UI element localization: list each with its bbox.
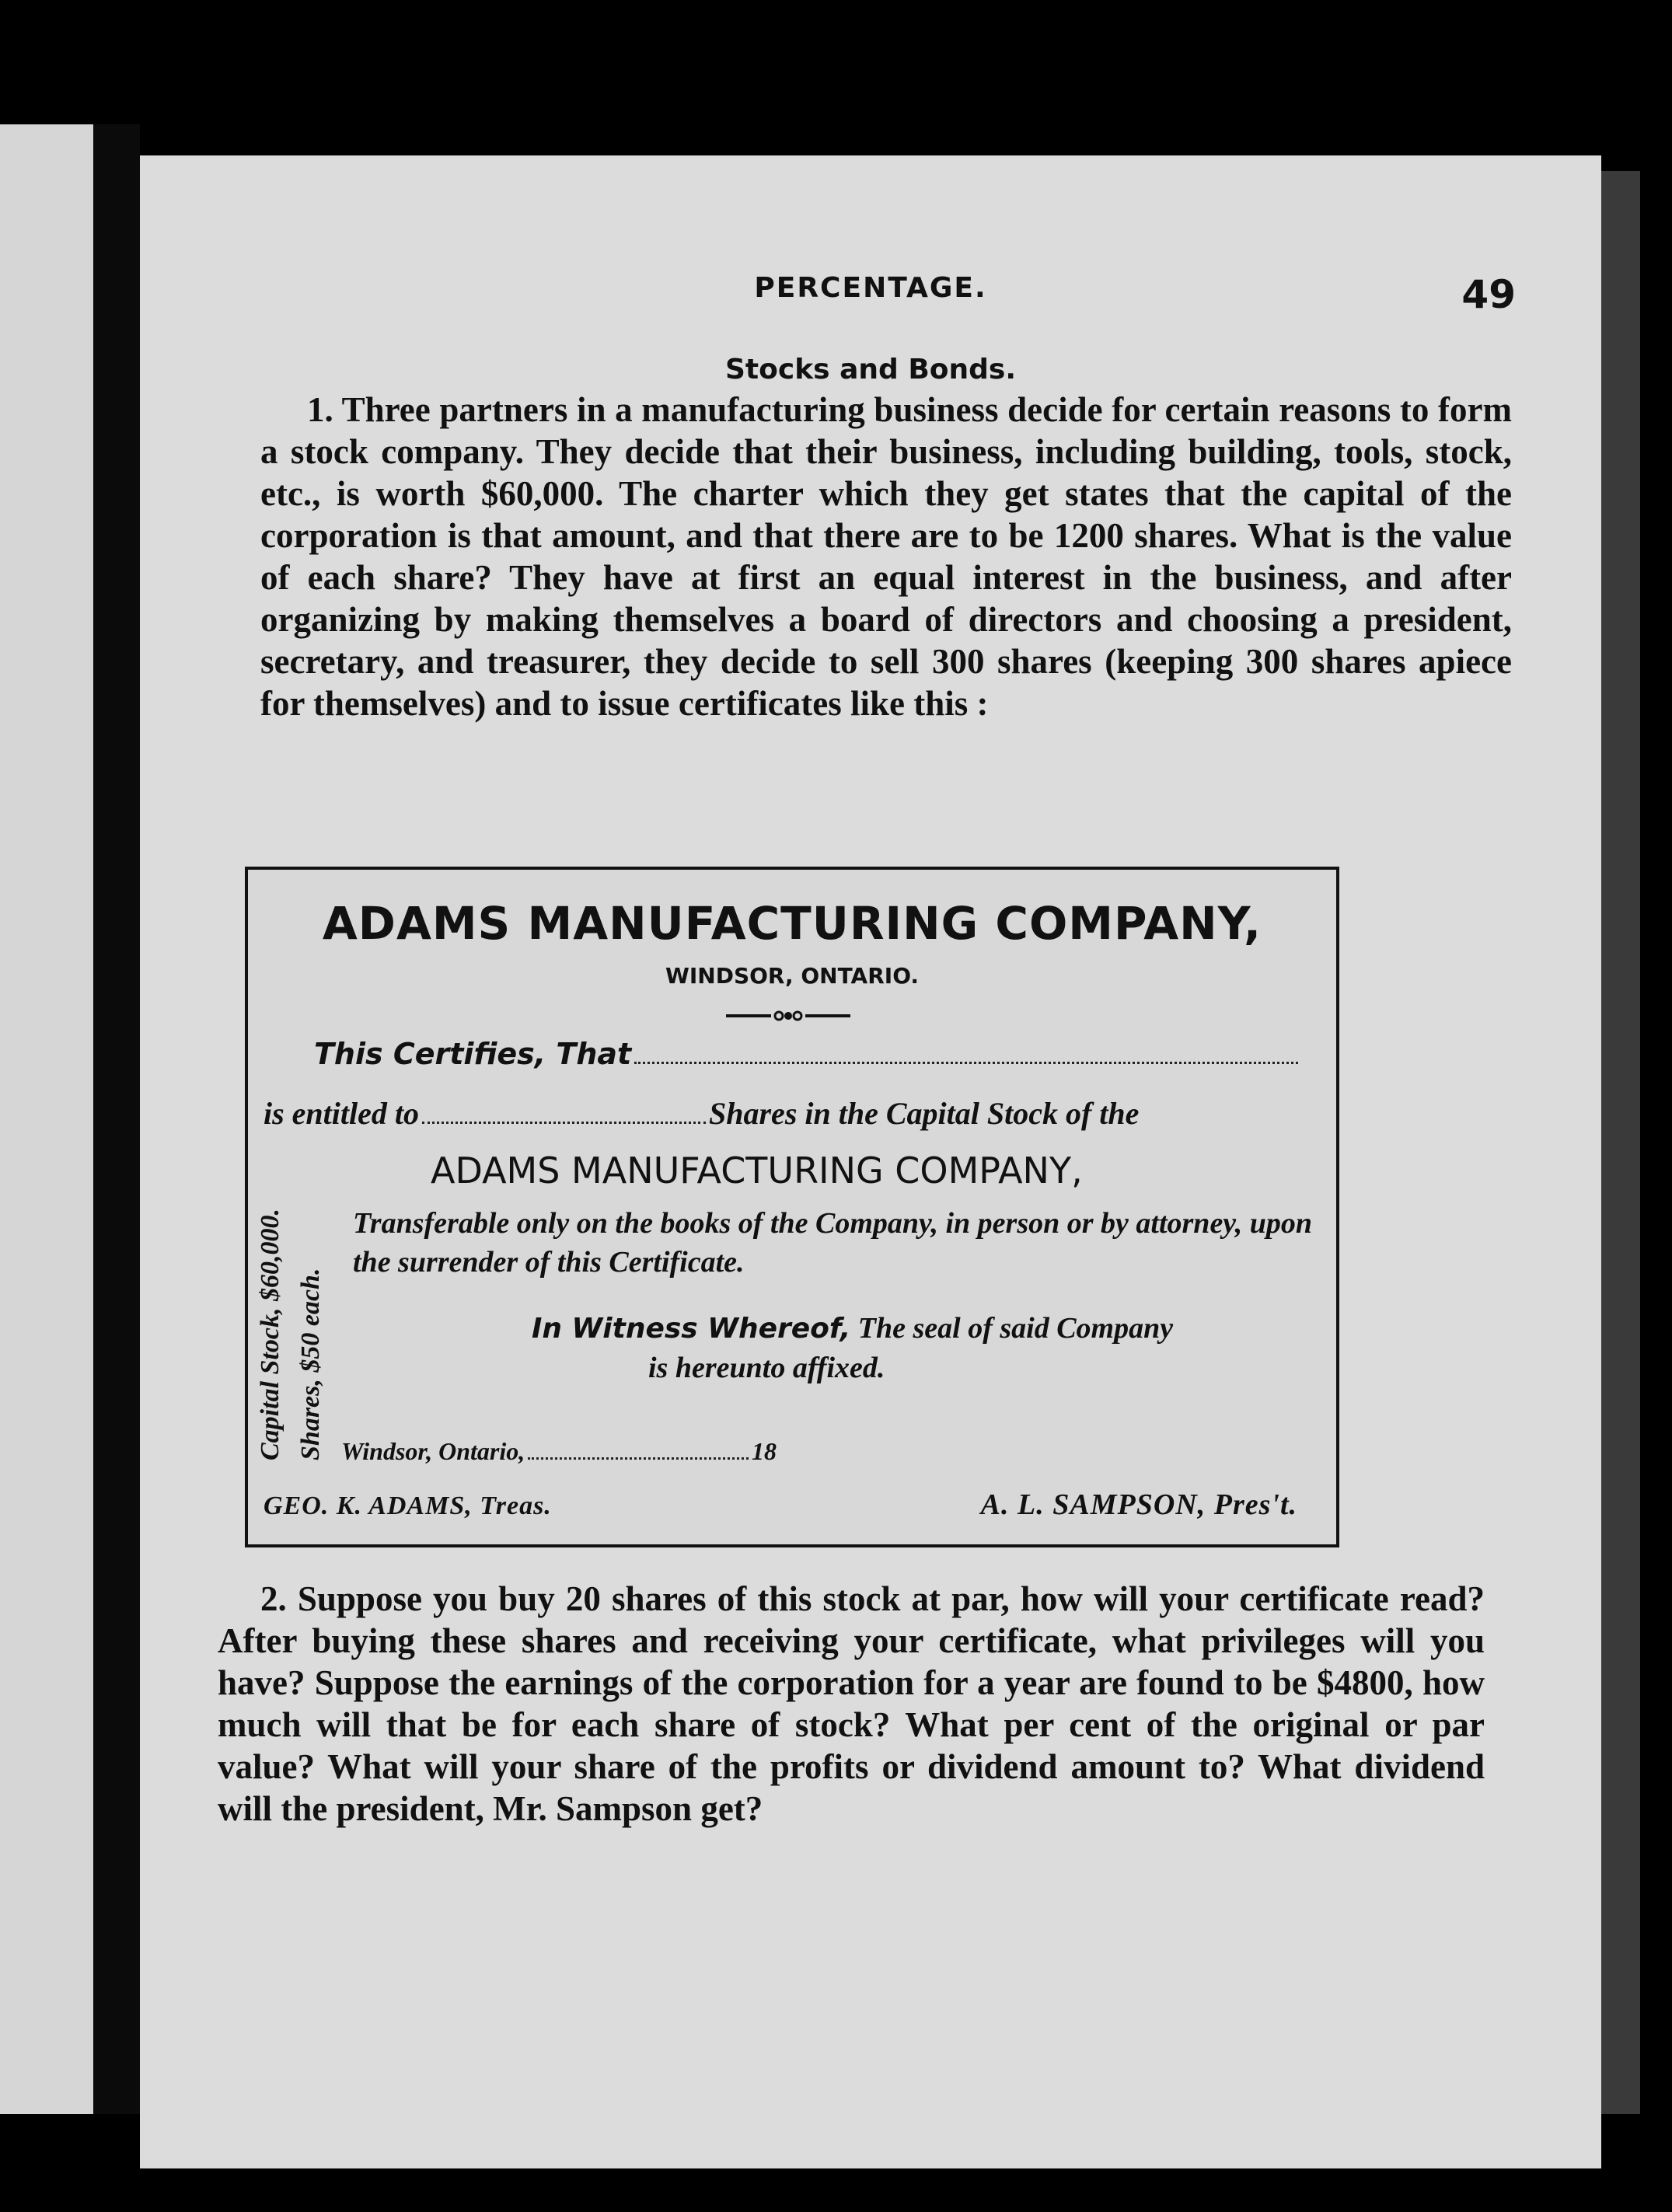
paragraph-1: 1. Three partners in a manufacturing business decide for certain reasons to form a stock company. They decide that their business, including building, tools, stock, etc., is worth $60,000. The charter which they get states that the capital of the corporation is that amount, and that there are to be 1200 shares. What is the value of each share? They have at first an equal interest in the business, and after organizing by making themselves a board of directors and choosing a president, secretary, and treasurer, they decide to sell 300 shares (keeping 300 shares apiece for themselves) and to issue certificates like this : [260, 390, 1512, 723]
ornament-divider [726, 1010, 850, 1022]
certifies-label: This Certifies, That [314, 1037, 632, 1071]
page-header [140, 272, 1601, 326]
paragraph-2: 2. Suppose you buy 20 shares of this stock at par, how will your certificate read? After buying these shares and receiving your certificate, what privileges will you have? Suppose the earnings of the corporation for a year are found to be $4800, how much will that be for each share of stock? What per cent of the original or par value? What will your share of the profits or dividend amount to? What dividend will the president, Mr. Sampson get? [218, 1579, 1485, 1828]
side-shares: Shares, $50 each. [296, 1268, 325, 1460]
shares-in-label: Shares in the Capital Stock of the [709, 1096, 1140, 1131]
witness-rest: The seal of said Company [857, 1312, 1174, 1345]
book-page [140, 155, 1601, 2168]
certificate-company-repeat: ADAMS MANUFACTURING COMPANY, [431, 1150, 1083, 1191]
treasurer-signature: GEO. K. ADAMS, Treas. [264, 1492, 552, 1520]
page-number: 49 [1461, 272, 1516, 317]
certifies-line [314, 1037, 1301, 1071]
certificate-location: WINDSOR, ONTARIO. [665, 963, 920, 989]
side-capital: Capital Stock, $60,000. [256, 1209, 284, 1460]
witness-clause [532, 1309, 1270, 1387]
date-place: Windsor, Ontario, [341, 1437, 525, 1465]
witness-lead: In Witness Whereof, [532, 1313, 851, 1345]
stock-certificate [245, 867, 1339, 1547]
name-blank [634, 1054, 1298, 1064]
running-head: PERCENTAGE. [754, 272, 987, 304]
president-signature: A. L. SAMPSON, Pres't. [980, 1488, 1297, 1521]
date-line [341, 1437, 777, 1466]
facing-page-edge [0, 124, 93, 2114]
date-year: 18 [752, 1437, 777, 1465]
book-gutter [93, 124, 140, 2114]
capital-side-note [256, 1118, 349, 1460]
entitled-label: is entitled to [264, 1096, 419, 1131]
entitled-line [264, 1095, 1313, 1132]
section-heading: Stocks and Bonds. [724, 354, 1016, 386]
transferable-clause: Transferable only on the books of the Company, in person or by attorney, upon the surrender of this Certificate. [353, 1207, 1313, 1279]
date-blank [528, 1450, 749, 1460]
page-edge [1601, 171, 1640, 2114]
witness-line-2: is hereunto affixed. [648, 1352, 885, 1384]
certificate-company-name: ADAMS MANUFACTURING COMPANY, [322, 897, 1262, 950]
shares-blank [422, 1114, 706, 1124]
